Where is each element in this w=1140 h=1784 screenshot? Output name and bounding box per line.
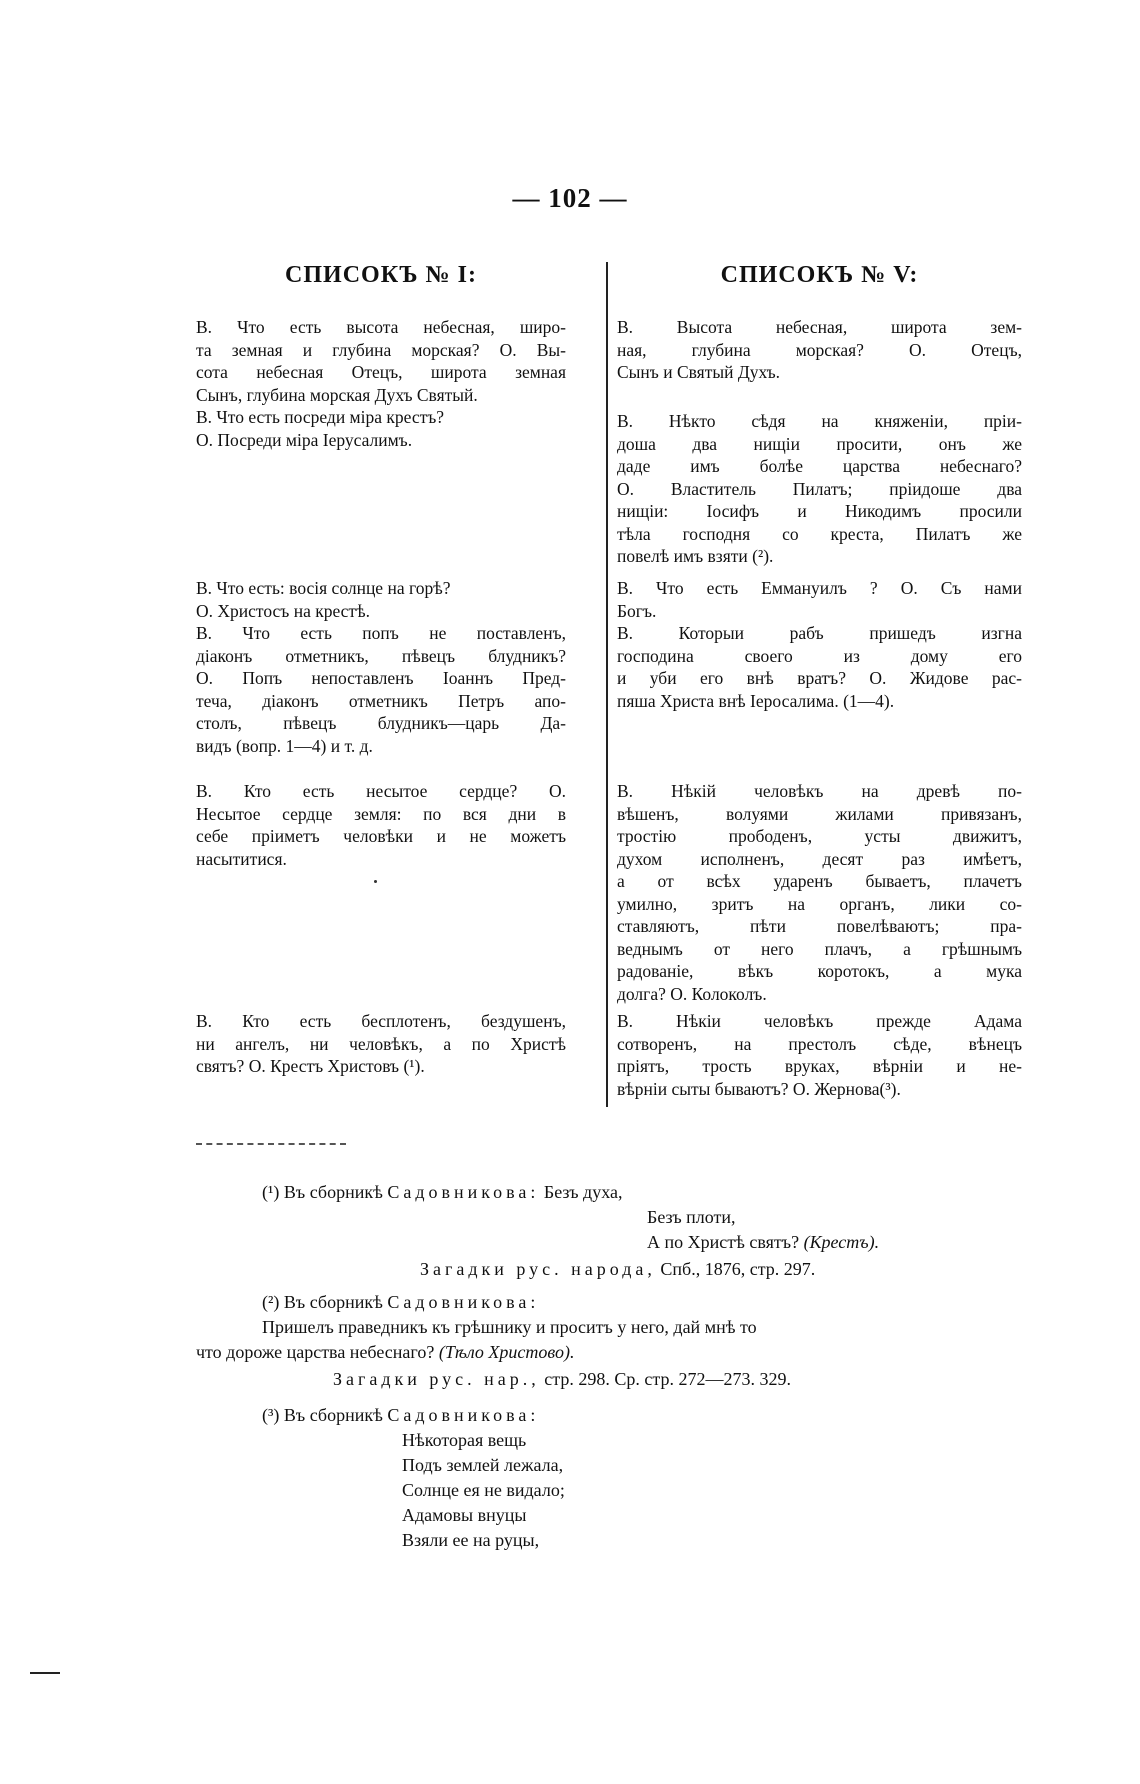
text-line: В. Что есть попъ не поставленъ, [196, 623, 566, 643]
left-paragraph-4 [196, 1010, 566, 1078]
text-line: господина своего из дому его [617, 645, 1022, 666]
right-paragraph-3 [617, 577, 1022, 712]
footnote-text: Пришелъ праведникъ къ грѣшнику и проситъ у него, дай мнѣ то [262, 1317, 757, 1337]
right-paragraph-4 [617, 780, 1022, 1005]
text-line: В. Нѣкто сѣдя на княженіи, пріи- [617, 411, 1022, 431]
footnote-author: Садовникова: [387, 1292, 540, 1312]
text-line: себе пріиметъ человѣки и не можетъ [196, 826, 566, 846]
text-line: сота небесная Отецъ, широта земная [196, 362, 566, 382]
footnote-author: Садовникова: [387, 1182, 540, 1202]
footnote-text: (²) Въ сборникѣ [262, 1292, 388, 1312]
text-line: Сынъ и Святый Духъ. [617, 362, 781, 382]
text-line: а от всѣх ударенъ бываетъ, плачетъ [617, 871, 1022, 891]
text-line: О. Посреди міра Іерусалимъ. [196, 429, 413, 450]
left-paragraph-3 [196, 780, 566, 870]
text-line: Несытое сердце земля: по вся дни в [196, 803, 566, 824]
text-line: ни ангелъ, ни человѣкъ, а по Христѣ [196, 1033, 566, 1054]
text-line: О. Попъ непоставленъ Іоаннъ Пред- [196, 668, 566, 688]
text-line: насытитися. [196, 848, 287, 869]
left-paragraph-1 [196, 316, 566, 451]
text-line: В. Что есть Еммануилъ ? О. Съ нами [617, 578, 1022, 598]
footnote-verse: Взяли ее на руцы, [402, 1530, 540, 1550]
text-line: В. Кто есть бесплотенъ, бездушенъ, [196, 1011, 566, 1031]
text-line: и уби его внѣ вратъ? О. Жидове рас- [617, 668, 1022, 688]
text-line: В. Что есть: восія солнце на горѣ? [196, 578, 451, 598]
text-line: пяша Христа внѣ Іеросалима. (1—4). [617, 690, 895, 711]
footnote-verse: Солнце ея не видало; [402, 1480, 565, 1500]
footnote-verse: Безъ плоти, [647, 1207, 736, 1227]
text-line: та земная и глубина морская? О. Вы- [196, 339, 566, 360]
text-line: діаконъ отметникъ, пѣвецъ блудникъ? [196, 645, 566, 666]
text-line: доша два нищіи просити, онъ же [617, 433, 1022, 454]
text-line: веднымъ от него плачъ, а грѣшнымъ [617, 938, 1022, 959]
left-column-title: СПИСОКЪ № I: [285, 262, 477, 288]
left-column [196, 262, 566, 1112]
footnote-text: (³) Въ сборникѣ [262, 1405, 388, 1425]
right-column-title: СПИСОКЪ № V: [720, 262, 919, 288]
footnote-answer: (Тѣло Христово). [438, 1342, 575, 1362]
text-line: повелѣ имъ взяти (²). [617, 546, 774, 566]
text-line: радованіе, вѣкъ коротокъ, а мука [617, 961, 1022, 981]
text-line: вѣрніи сыты бываютъ? О. Жернова(³). [617, 1078, 901, 1099]
footnote-source-title: Загадки рус. народа, [420, 1259, 656, 1279]
text-line: В. Что есть посреди міра крестъ? [196, 407, 445, 427]
text-line: О. Христосъ на крестѣ. [196, 600, 370, 621]
left-paragraph-2 [196, 577, 566, 757]
text-line: долга? О. Колоколъ. [617, 983, 767, 1004]
text-line: теча, діаконъ отметникъ Петръ апо- [196, 690, 566, 711]
text-line: В. Нѣкій человѣкъ на древѣ по- [617, 781, 1022, 801]
right-paragraph-1 [617, 316, 1022, 384]
footnote-verse: Нѣкоторая вещь [402, 1430, 527, 1450]
footnote-2-intro-line [262, 1290, 539, 1314]
text-line: столъ, пѣвецъ блудникъ—царь Да- [196, 713, 566, 733]
text-line: В. Что есть высота небесная, широ- [196, 317, 566, 337]
text-line: В. Кто есть несытое сердце? О. [196, 781, 566, 801]
right-paragraph-5 [617, 1010, 1022, 1100]
right-column [617, 262, 1022, 1112]
footnote-text: что дороже царства небеснаго? [196, 1342, 439, 1362]
text-line: Богъ. [617, 600, 657, 621]
footnote-separator [196, 1143, 346, 1146]
text-line: ная, глубина морская? О. Отецъ, [617, 339, 1022, 360]
text-line: тростію прободенъ, усты движитъ, [617, 826, 1022, 846]
text-line: умилно, зритъ на органъ, лики со- [617, 893, 1022, 914]
footnote-author: Садовникова: [387, 1405, 540, 1425]
text-line: В. Высота небесная, широта зем- [617, 317, 1022, 337]
footnote-verse-line [647, 1230, 879, 1254]
footnote-verse: Адамовы внуцы [402, 1505, 527, 1525]
margin-mark [30, 1672, 60, 1674]
column-divider [606, 262, 608, 1107]
footnote-text: (¹) Въ сборникѣ [262, 1182, 388, 1202]
text-line: ставляютъ, пѣти повелѣваютъ; пра- [617, 916, 1022, 936]
page-number: — 102 — [512, 183, 628, 213]
footnote-verse: Подъ землей лежала, [402, 1455, 564, 1475]
text-line: духом исполненъ, десят раз имѣетъ, [617, 848, 1022, 869]
footnote-verse: Безъ духа, [539, 1182, 623, 1202]
text-line: тѣла господня со креста, Пилатъ же [617, 523, 1022, 544]
text-line: нищіи: Іосифъ и Никодимъ просили [617, 501, 1022, 521]
footnote-3-intro-line [262, 1403, 539, 1427]
text-line: сотворенъ, на престолъ сѣде, вѣнецъ [617, 1033, 1022, 1054]
footnote-1-intro-line [262, 1180, 622, 1204]
text-line: вѣшенъ, волуями жилами привязанъ, [617, 803, 1022, 824]
footnote-source [333, 1367, 791, 1391]
text-line: даде имъ болѣе царства небеснаго? [617, 456, 1022, 476]
text-line: видъ (вопр. 1—4) и т. д. [196, 735, 373, 756]
right-paragraph-2 [617, 410, 1022, 568]
ink-speck [374, 880, 377, 883]
footnote-source-details: стр. 298. Ср. стр. 272—273. 329. [539, 1369, 791, 1389]
footnote-text-line [196, 1340, 574, 1364]
text-line: пріятъ, трость вруках, вѣрніи и не- [617, 1056, 1022, 1076]
footnote-verse: А по Христѣ святъ? [647, 1232, 804, 1252]
footnote-source-details: Спб., 1876, стр. 297. [655, 1259, 816, 1279]
text-line: святъ? О. Крестъ Христовъ (¹). [196, 1056, 425, 1076]
text-line: В. Которыи рабъ пришедъ изгна [617, 623, 1022, 643]
footnote-answer: (Крестъ). [803, 1232, 880, 1252]
footnote-source [420, 1257, 815, 1281]
footnote-source-title: Загадки рус. нар., [333, 1369, 540, 1389]
text-line: О. Властитель Пилатъ; пріидоше два [617, 478, 1022, 499]
text-line: Сынъ, глубина морская Духъ Святый. [196, 384, 478, 405]
text-line: В. Нѣкіи человѣкъ прежде Адама [617, 1011, 1022, 1031]
